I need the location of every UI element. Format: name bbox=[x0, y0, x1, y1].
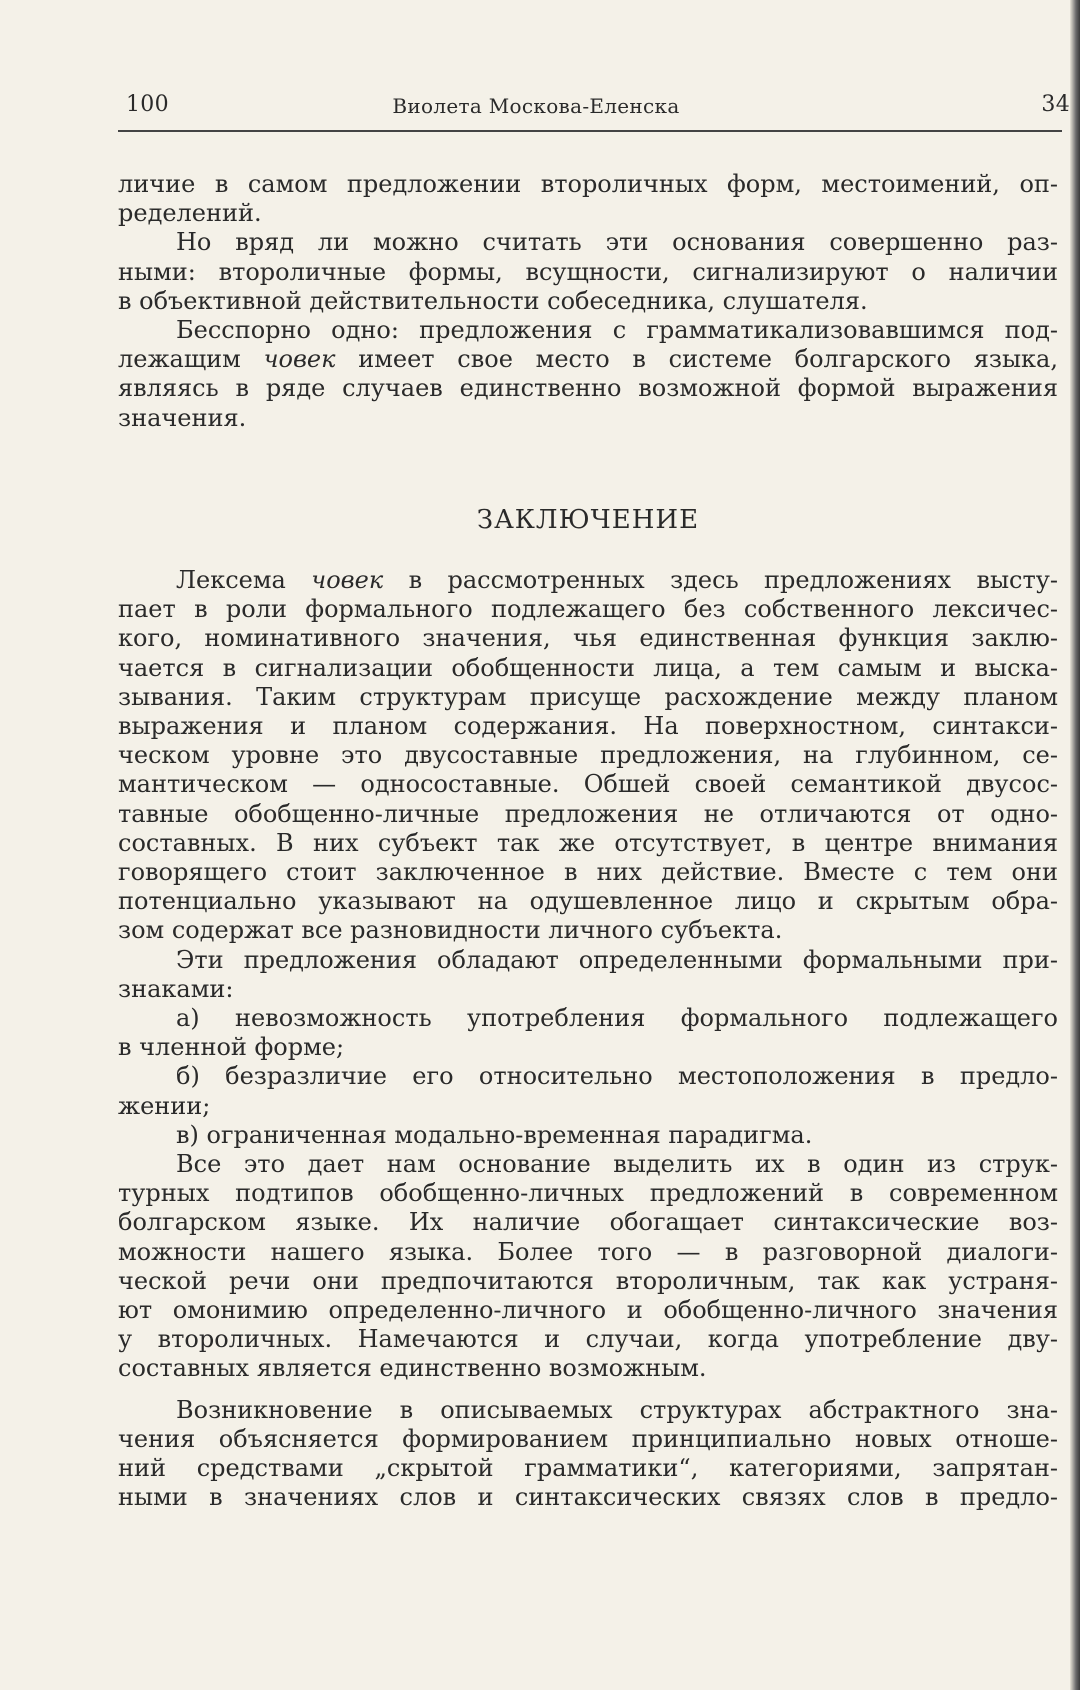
italic-term: човек bbox=[311, 566, 384, 594]
paragraph-gap bbox=[118, 1384, 1058, 1396]
text-line: знаками: bbox=[118, 974, 234, 1003]
text-line: ческой речи они предпочитаются второличным, так как устраня- bbox=[118, 1266, 1058, 1295]
running-head bbox=[126, 92, 1070, 126]
edge-page-number: 34 bbox=[1041, 92, 1070, 117]
text-line: чается в сигнализации обобщенности лица, а тем самым и выска- bbox=[118, 653, 1058, 682]
text-line: б) безразличие его относительно местоположения в предло- bbox=[176, 1062, 1058, 1091]
text-line: мантическом — односоставные. Обшей своей семантикой двусос- bbox=[118, 770, 1058, 799]
text-line bbox=[118, 345, 1058, 374]
text-line: потенциально указывают на одушевленное лицо и скрытым обра- bbox=[118, 887, 1058, 916]
text-fragment: Лексема bbox=[176, 566, 286, 594]
text-line: болгарском языке. Их наличие обогащает синтаксические воз- bbox=[118, 1208, 1058, 1237]
text-line: чения объясняется формированием принципиально новых отноше- bbox=[118, 1424, 1058, 1453]
text-fragment: в рассмотренных здесь предложениях высту- bbox=[408, 566, 1058, 594]
text-line: выражения и планом содержания. На поверхностном, синтакси- bbox=[118, 712, 1058, 741]
text-line: являясь в ряде случаев единственно возможной формой выражения bbox=[118, 374, 1058, 403]
text-line: составных. В них субъект так же отсутствует, в центре внимания bbox=[118, 828, 1058, 857]
text-fragment: имеет свое место в системе болгарского языка, bbox=[358, 345, 1058, 374]
running-title: Виолета Москова-Еленска bbox=[392, 94, 680, 118]
text-line: ний средствами „скрытой грамматики“, категориями, запрятан- bbox=[118, 1454, 1058, 1483]
text-line: значения. bbox=[118, 403, 247, 432]
section-heading: ЗАКЛЮЧЕНИЕ bbox=[476, 505, 700, 535]
text-line: Но вряд ли можно считать эти основания совершенно раз- bbox=[176, 228, 1058, 257]
text-line bbox=[118, 566, 1058, 595]
text-line: ными: второличные формы, всущности, сигнализируют о наличии bbox=[118, 257, 1058, 286]
text-fragment: лежащим bbox=[118, 345, 241, 374]
text-line: зом содержат все разновидности личного субъекта. bbox=[118, 916, 783, 945]
text-line: Эти предложения обладают определенными формальными при- bbox=[176, 945, 1058, 974]
text-line: ют омонимию определенно-личного и обобщенно-личного значения bbox=[118, 1296, 1058, 1325]
text-line: можности нашего языка. Более того — в разговорной диалоги- bbox=[118, 1237, 1058, 1266]
text-line: ределений. bbox=[118, 199, 262, 228]
text-line: у второличных. Намечаются и случаи, когда употребление дву- bbox=[118, 1325, 1058, 1354]
text-line: турных подтипов обобщенно-личных предложений в современном bbox=[118, 1179, 1058, 1208]
text-line: составных является единственно возможным. bbox=[118, 1354, 707, 1383]
text-line: жении; bbox=[118, 1091, 211, 1120]
text-line: Возникновение в описываемых структурах абстрактного зна- bbox=[176, 1395, 1058, 1424]
text-line: ными в значениях слов и синтаксических связях слов в предло- bbox=[118, 1483, 1058, 1512]
text-line: в) ограниченная модально-временная парадигма. bbox=[176, 1120, 813, 1149]
text-line: в членной форме; bbox=[118, 1033, 345, 1062]
header-rule bbox=[118, 130, 1062, 132]
page-number: 100 bbox=[126, 92, 169, 117]
text-line: личие в самом предложении второличных форм, местоимений, оп- bbox=[118, 170, 1058, 198]
text-line: в объективной действительности собеседника, слушателя. bbox=[118, 286, 868, 315]
text-line: пает в роли формального подлежащего без собственного лексичес- bbox=[118, 595, 1058, 624]
text-line: Бесспорно одно: предложения с грамматикализовавшимся под- bbox=[176, 316, 1058, 345]
text-line: Все это дает нам основание выделить их в один из струк- bbox=[176, 1150, 1058, 1179]
text-line: кого, номинативного значения, чья единственная функция заклю- bbox=[118, 624, 1058, 653]
page-edge bbox=[1070, 0, 1080, 1690]
text-line: а) невозможность употребления формального подлежащего bbox=[176, 1004, 1058, 1033]
italic-term: човек bbox=[263, 345, 336, 374]
text-line: говорящего стоит заключенное в них действие. Вместе с тем они bbox=[118, 858, 1058, 887]
intro-paragraphs bbox=[118, 170, 1058, 433]
conclusion-paragraphs bbox=[118, 566, 1058, 1513]
text-line: зывания. Таким структурам присуще расхождение между планом bbox=[118, 682, 1058, 711]
text-line: тавные обобщенно-личные предложения не отличаются от одно- bbox=[118, 799, 1058, 828]
text-line: ческом уровне это двусоставные предложения, на глубинном, се- bbox=[118, 741, 1058, 770]
